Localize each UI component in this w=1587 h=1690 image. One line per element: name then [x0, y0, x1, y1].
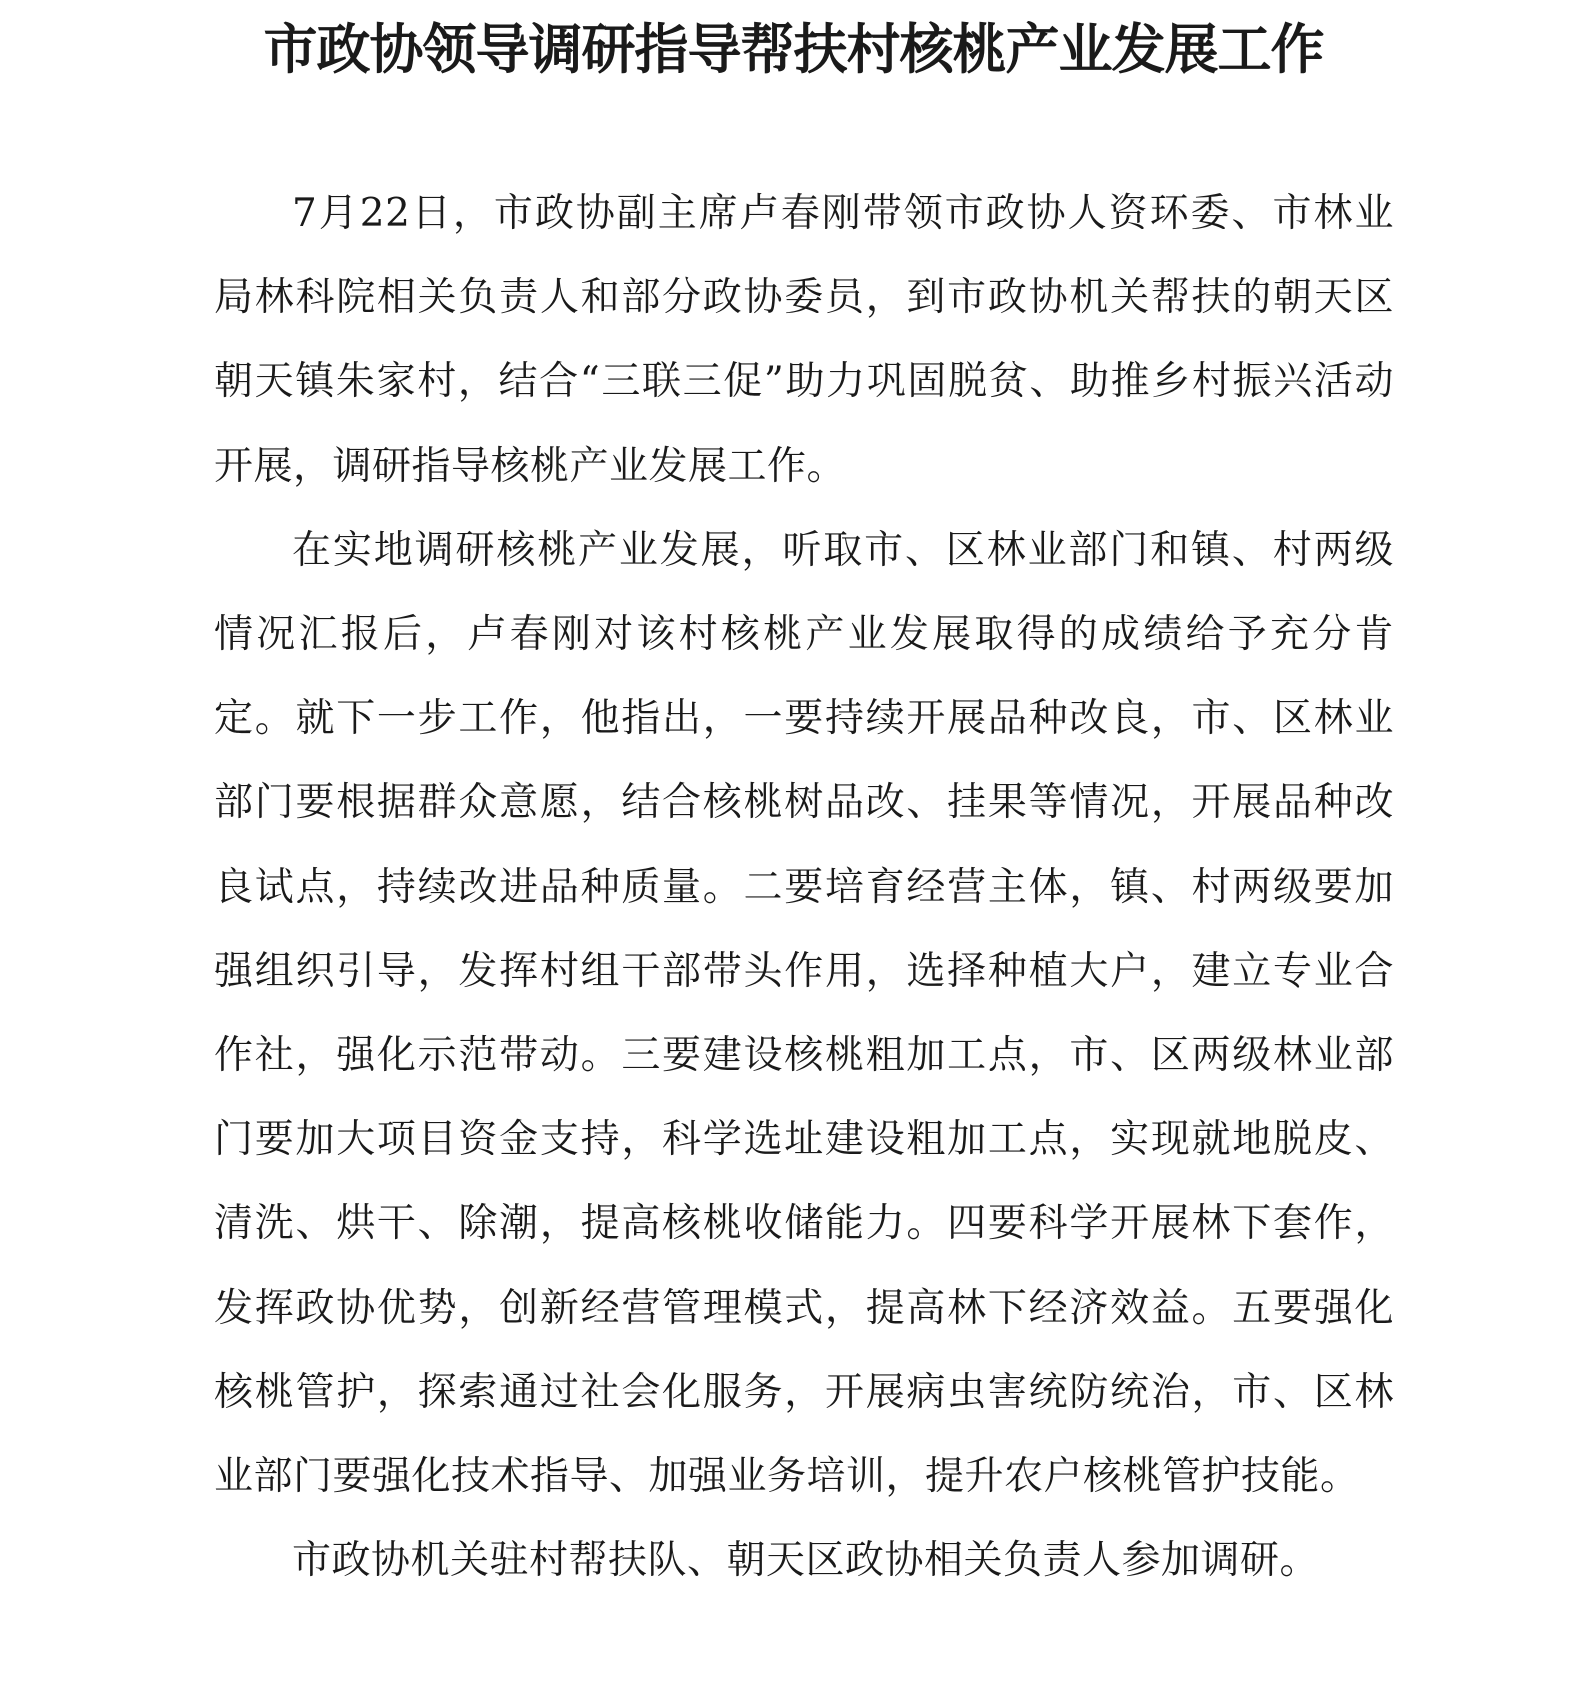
- paragraph-intro: 7月22日，市政协副主席卢春刚带领市政协人资环委、市林业局林科院相关负责人和部分政协委员，到市政协机关帮扶的朝天区朝天镇朱家村，结合“三联三促”助力巩固脱贫、助推乡村振兴活动开展，调研指导核桃产业发展工作。: [214, 191, 1394, 489]
- paragraph-participants: 市政协机关驻村帮扶队、朝天区政协相关负责人参加调研。: [292, 1538, 1320, 1584]
- article-body: [214, 172, 1394, 1603]
- paragraph-instructions: 在实地调研核桃产业发展，听取市、区林业部门和镇、村两级情况汇报后，卢春刚对该村核桃产业发展取得的成绩给予充分肯定。就下一步工作，他指出，一要持续开展品种改良，市、区林业部门要根据群众意愿，结合核桃树品改、挂果等情况，开展品种改良试点，持续改进品种质量。二要培育经营主体，镇、村两级要加强组织引导，发挥村组干部带头作用，选择种植大户，建立专业合作社，强化示范带动。三要建设核桃粗加工点，市、区两级林业部门要加大项目资金支持，科学选址建设粗加工点，实现就地脱皮、清洗、烘干、除潮，提高核桃收储能力。四要科学开展林下套作，发挥政协优势，创新经营管理模式，提高林下经济效益。五要强化核桃管护，探索通过社会化服务，开展病虫害统防统治，市、区林业部门要强化技术指导、加强业务培训，提升农户核桃管护技能。: [214, 527, 1394, 1500]
- article-title: 市政协领导调研指导帮扶村核桃产业发展工作: [263, 17, 1324, 81]
